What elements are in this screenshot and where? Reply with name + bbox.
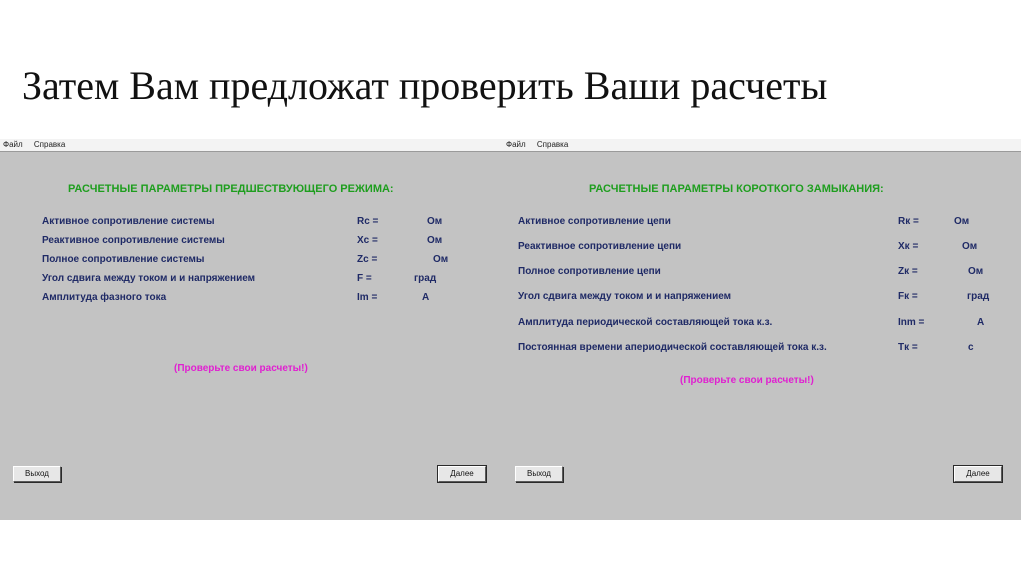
- menu-bar: [0, 139, 503, 152]
- parameter-row: [0, 235, 503, 249]
- parameter-symbol: Fк =: [898, 291, 918, 302]
- parameter-unit: А: [422, 292, 430, 303]
- parameter-label: Угол сдвига между током и и напряжением: [518, 291, 732, 302]
- parameter-label: Постоянная времени апериодической составляющей тока к.з.: [518, 342, 827, 353]
- parameter-symbol: Xc =: [357, 235, 378, 246]
- parameter-symbol: F =: [357, 273, 372, 284]
- parameter-unit: град: [967, 291, 990, 302]
- parameter-row: [0, 254, 503, 268]
- parameter-symbol: Zк =: [898, 266, 918, 277]
- parameter-row: [0, 216, 503, 230]
- prefault-parameters-window: [0, 139, 503, 520]
- check-calculations-note: (Проверьте свои расчеты!): [174, 363, 308, 374]
- menu-help[interactable]: Справка: [33, 140, 66, 149]
- next-button[interactable]: Далее: [438, 466, 486, 482]
- parameter-unit: Ом: [427, 235, 443, 246]
- parameter-unit: Ом: [962, 241, 978, 252]
- panel-heading: РАСЧЕТНЫЕ ПАРАМЕТРЫ ПРЕДШЕСТВУЮЩЕГО РЕЖИМА:: [68, 183, 394, 195]
- panel-heading: РАСЧЕТНЫЕ ПАРАМЕТРЫ КОРОТКОГО ЗАМЫКАНИЯ:: [589, 183, 884, 195]
- parameter-symbol: Xк =: [898, 241, 919, 252]
- parameter-label: Полное сопротивление системы: [42, 254, 205, 265]
- parameter-label: Реактивное сопротивление системы: [42, 235, 225, 246]
- parameter-symbol: Rк =: [898, 216, 919, 227]
- parameter-row: [503, 291, 1021, 305]
- window-client-area: [503, 152, 1021, 520]
- parameter-label: Активное сопротивление цепи: [518, 216, 671, 227]
- parameter-row: [503, 216, 1021, 230]
- parameter-symbol: Zc =: [357, 254, 378, 265]
- check-calculations-note: (Проверьте свои расчеты!): [680, 375, 814, 386]
- parameter-unit: Ом: [433, 254, 449, 265]
- slide-title: Затем Вам предложат проверить Ваши расчеты: [22, 63, 828, 108]
- parameter-label: Реактивное сопротивление цепи: [518, 241, 682, 252]
- parameter-label: Амплитуда фазного тока: [42, 292, 167, 303]
- parameter-row: [503, 241, 1021, 255]
- menu-bar: [503, 139, 1021, 152]
- parameter-unit: Ом: [968, 266, 984, 277]
- parameter-row: [0, 292, 503, 306]
- window-client-area: [0, 152, 503, 520]
- parameter-unit: с: [968, 342, 974, 353]
- parameter-symbol: Tк =: [898, 342, 918, 353]
- parameter-symbol: Inm =: [898, 317, 925, 328]
- short-circuit-parameters-window: [503, 139, 1021, 520]
- parameter-unit: Ом: [954, 216, 970, 227]
- menu-file[interactable]: Файл: [3, 140, 23, 149]
- menu-file[interactable]: Файл: [506, 140, 526, 149]
- parameter-symbol: Im =: [357, 292, 378, 303]
- exit-button[interactable]: Выход: [13, 466, 61, 482]
- parameter-row: [503, 266, 1021, 280]
- parameter-unit: град: [414, 273, 437, 284]
- exit-button[interactable]: Выход: [515, 466, 563, 482]
- parameter-label: Полное сопротивление цепи: [518, 266, 661, 277]
- parameter-unit: Ом: [427, 216, 443, 227]
- menu-help[interactable]: Справка: [536, 140, 569, 149]
- parameter-symbol: Rc =: [357, 216, 379, 227]
- parameter-label: Амплитуда периодической составляющей тока к.з.: [518, 317, 773, 328]
- parameter-row: [0, 273, 503, 287]
- parameter-row: [503, 342, 1021, 356]
- parameter-row: [503, 317, 1021, 331]
- parameter-label: Угол сдвига между током и и напряжением: [42, 273, 256, 284]
- next-button[interactable]: Далее: [954, 466, 1002, 482]
- parameter-label: Активное сопротивление системы: [42, 216, 215, 227]
- parameter-unit: А: [977, 317, 985, 328]
